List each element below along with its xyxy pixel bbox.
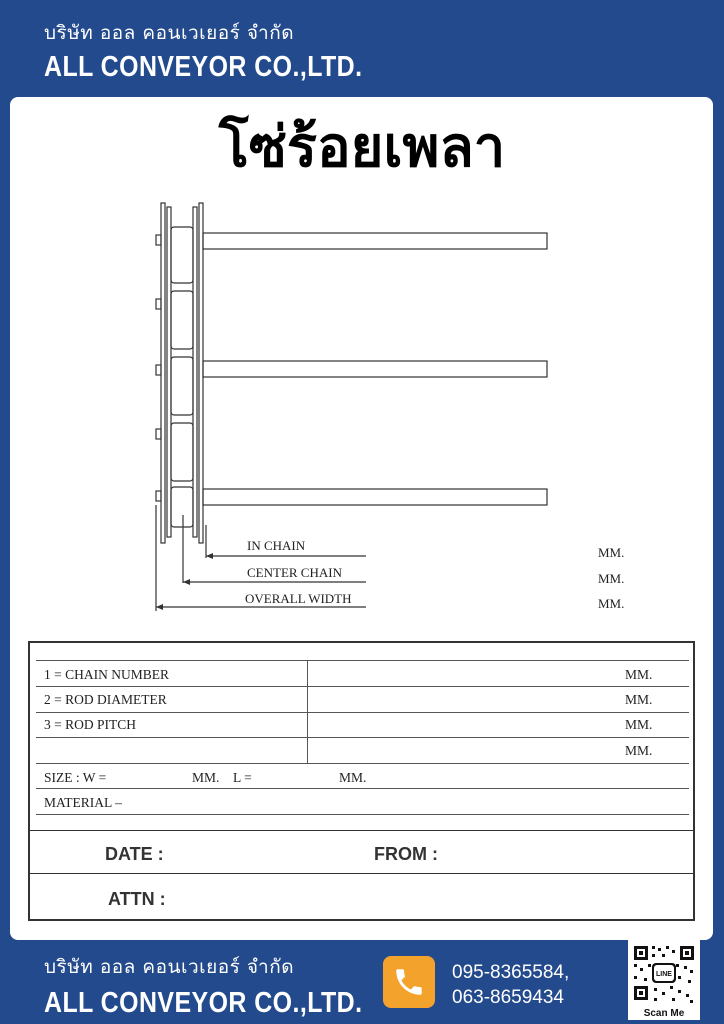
- pin-head: [156, 429, 161, 439]
- size-w-label: SIZE : W =: [44, 770, 107, 785]
- in-chain-unit: MM.: [598, 545, 625, 560]
- material-label: MATERIAL –: [44, 795, 122, 810]
- footer-company-name-thai: บริษัท ออล คอนเวเยอร์ จำกัด: [44, 956, 295, 978]
- qr-code-icon[interactable]: [628, 940, 700, 1020]
- roller: [171, 423, 193, 481]
- row-label-rod-diameter: 2 = ROD DIAMETER: [44, 692, 167, 707]
- outer-plate-right: [199, 203, 203, 543]
- dimension-label-overall-width: OVERALL WIDTH: [245, 591, 352, 606]
- row-unit-rod-diameter: MM.: [625, 692, 653, 707]
- size-l-unit: MM.: [339, 770, 367, 785]
- attn-label: ATTN :: [108, 889, 166, 909]
- qr-caption: Scan Me: [643, 1008, 685, 1019]
- pin-head: [156, 235, 161, 245]
- roller: [171, 227, 193, 283]
- rod: [203, 233, 547, 249]
- company-name-english: ALL CONVEYOR CO.,LTD.: [44, 51, 363, 83]
- spec-form: [28, 641, 695, 921]
- top-header: [44, 18, 414, 84]
- pin-head: [156, 365, 161, 375]
- inner-plate-right: [193, 207, 197, 537]
- center-chain-unit: MM.: [598, 571, 625, 586]
- row-unit-rod-pitch: MM.: [625, 717, 653, 732]
- row-unit-chain-number: MM.: [625, 667, 653, 682]
- dimension-label-center-chain: CENTER CHAIN: [247, 565, 342, 580]
- size-l-label: L =: [233, 770, 252, 785]
- page-title: โซ่ร้อยเพลา: [218, 114, 506, 180]
- dimension-label-in-chain: IN CHAIN: [247, 538, 306, 553]
- row-label-rod-pitch: 3 = ROD PITCH: [44, 717, 136, 732]
- row-unit-extra: MM.: [625, 743, 653, 758]
- roller: [171, 357, 193, 415]
- roller: [171, 487, 193, 527]
- pin-head: [156, 299, 161, 309]
- size-w-unit: MM.: [192, 770, 220, 785]
- roller: [171, 291, 193, 349]
- phone-icon[interactable]: [383, 956, 435, 1008]
- footer-company: [44, 952, 414, 1020]
- qr-line-logo: LINE: [656, 971, 672, 978]
- footer-company-name-english: ALL CONVEYOR CO.,LTD.: [44, 987, 363, 1019]
- phone-number-2[interactable]: 063-8659434: [452, 987, 564, 1008]
- overall-width-unit: MM.: [598, 596, 625, 611]
- company-name-thai: บริษัท ออล คอนเวเยอร์ จำกัด: [44, 22, 295, 44]
- pin-head: [156, 491, 161, 501]
- outer-plate-left: [161, 203, 165, 543]
- date-label: DATE :: [105, 844, 164, 864]
- inner-plate-left: [167, 207, 171, 537]
- chain-diagram: [150, 195, 630, 615]
- row-label-chain-number: 1 = CHAIN NUMBER: [44, 667, 169, 682]
- phone-number-1[interactable]: 095-8365584,: [452, 962, 570, 983]
- rod: [203, 489, 547, 505]
- rod: [203, 361, 547, 377]
- from-label: FROM :: [374, 844, 438, 864]
